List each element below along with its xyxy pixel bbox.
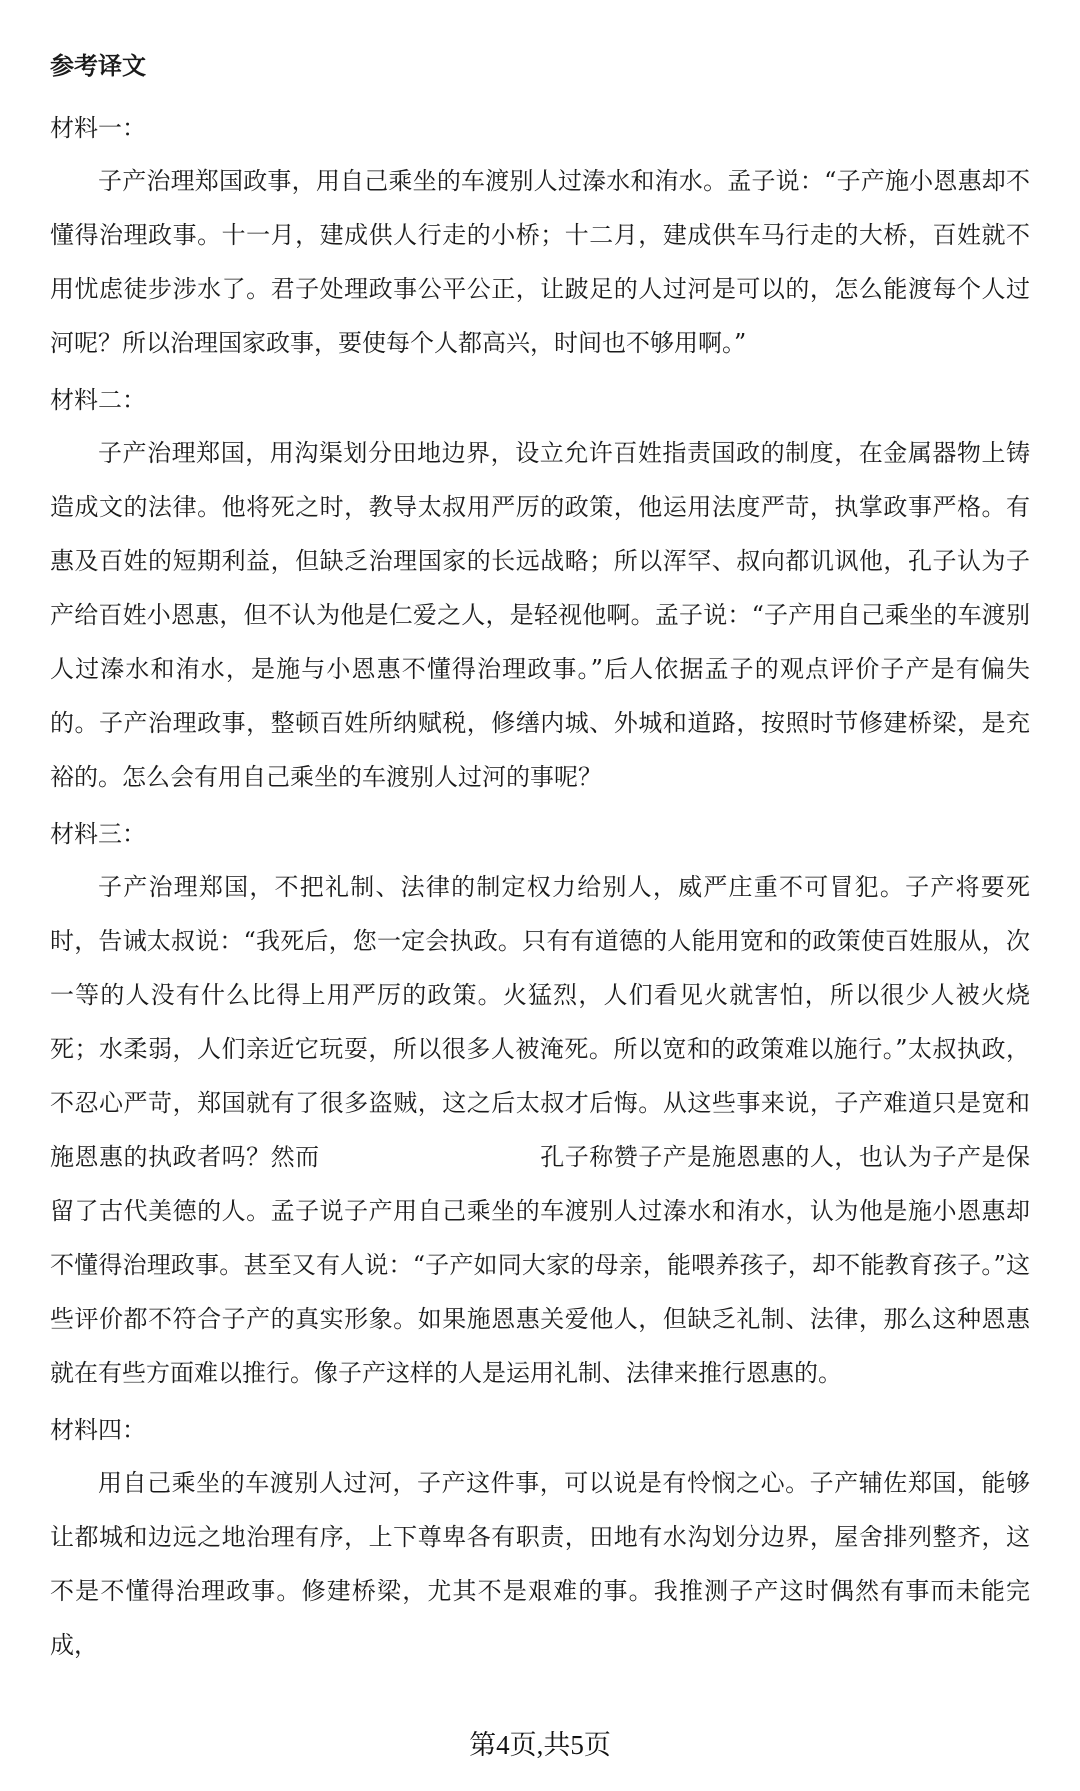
paragraph-text-after-blank: 孔子称赞子产是施恩惠的人，也认为子产是保留了古代美德的人。孟子说子产用自己乘坐的车渡别人过溱水和洧水，认为他是施小恩惠却不懂得治理政事。甚至又有人说：“子产如同大家的母亲，能喂养孩子，却不能教育孩子。”这些评价都不符合子产的真实形象。如果施恩惠关爱他人，但缺乏礼制、法律，那么这种恩惠就在有些方面难以推行。像子产这样的人是运用礼制、法律来推行恩惠的。 (50, 1143, 1031, 1387)
section-material-2 (50, 374, 1030, 804)
document-body (50, 102, 1030, 1676)
section-paragraph (50, 860, 1030, 1400)
section-paragraph: 子产治理郑国政事，用自己乘坐的车渡别人过溱水和洧水。孟子说：“子产施小恩惠却不懂得治理政事。十一月，建成供人行走的小桥；十二月，建成供车马行走的大桥，百姓就不用忧虑徒步涉水了。君子处理政事公平公正，让跛足的人过河是可以的，怎么能渡每个人过河呢？所以治理国家政事，要使每个人都高兴，时间也不够用啊。” (50, 167, 1030, 357)
paragraph-text-before-blank: 子产治理郑国，不把礼制、法律的制定权力给别人，威严庄重不可冒犯。子产将要死时，告诫太叔说：“我死后，您一定会执政。只有有道德的人能用宽和的政策使百姓服从，次一等的人没有什么比得上用严厉的政策。火猛烈，人们看见火就害怕，所以很少人被火烧死；水柔弱，人们亲近它玩耍，所以很多人被淹死。所以宽和的政策难以施行。”太叔执政，不忍心严苛，郑国就有了很多盗贼，这之后太叔才后悔。从这些事来说，子产难道只是宽和施恩惠的执政者吗？然而 (50, 873, 1030, 1171)
fill-in-blank (320, 1164, 540, 1165)
page-number-footer: 第4页,共5页 (469, 1730, 611, 1760)
section-material-1 (50, 102, 1030, 370)
section-material-4 (50, 1404, 1030, 1672)
section-paragraph: 用自己乘坐的车渡别人过河，子产这件事，可以说是有怜悯之心。子产辅佐郑国，能够让都城和边远之地治理有序，上下尊卑各有职责，田地有水沟划分边界，屋舍排列整齐，这不是不懂得治理政事。修建桥梁，尤其不是艰难的事。我推测子产这时偶然有事而未能完成， (50, 1469, 1030, 1659)
section-label: 材料二： (50, 386, 146, 414)
section-paragraph: 子产治理郑国，用沟渠划分田地边界，设立允许百姓指责国政的制度，在金属器物上铸造成文的法律。他将死之时，教导太叔用严厉的政策，他运用法度严苛，执掌政事严格。有惠及百姓的短期利益，但缺乏治理国家的长远战略；所以浑罕、叔向都讥讽他，孔子认为子产给百姓小恩惠，但不认为他是仁爱之人，是轻视他啊。孟子说：“子产用自己乘坐的车渡别人过溱水和洧水，是施与小恩惠不懂得治理政事。”后人依据孟子的观点评价子产是有偏失的。子产治理政事，整顿百姓所纳赋税，修缮内城、外城和道路，按照时节修建桥梁，是充裕的。怎么会有用自己乘坐的车渡别人过河的事呢？ (50, 439, 1030, 791)
section-label: 材料一： (50, 114, 146, 142)
section-label: 材料三： (50, 820, 146, 848)
section-label: 材料四： (50, 1416, 146, 1444)
document-title: 参考译文 (50, 52, 146, 80)
section-material-3 (50, 808, 1030, 1400)
